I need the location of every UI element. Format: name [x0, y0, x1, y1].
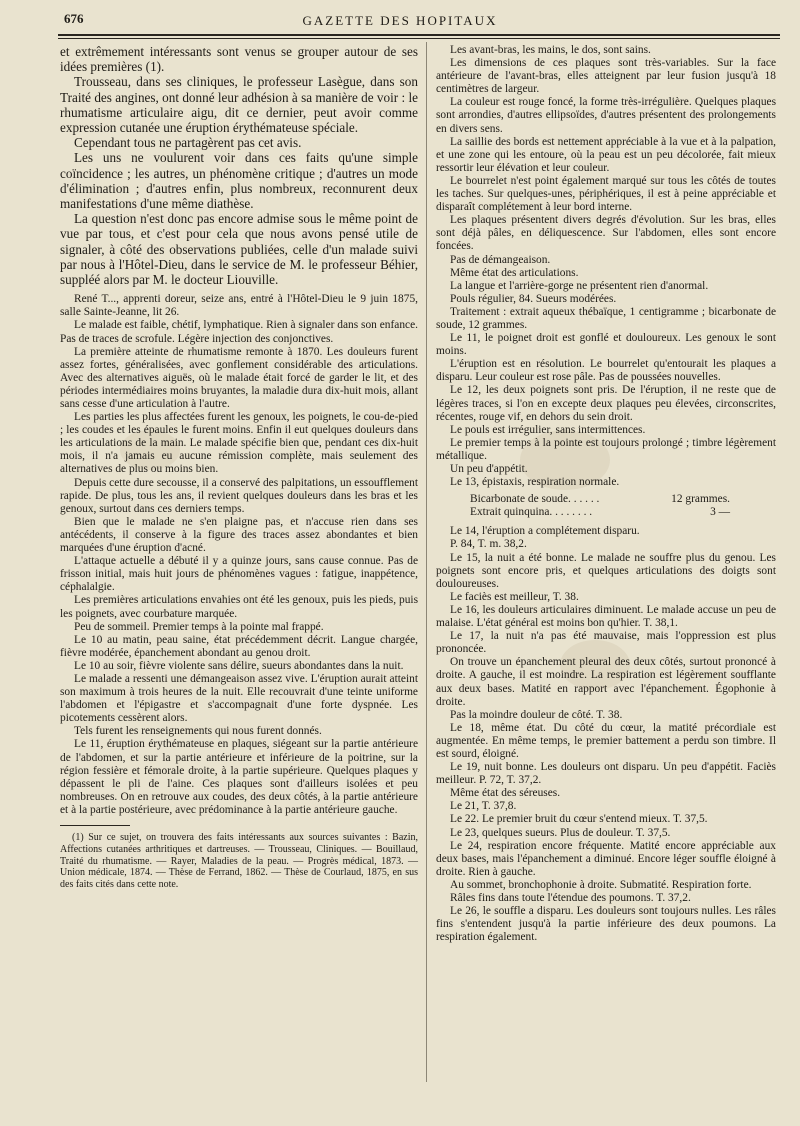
page-number: 676 [64, 11, 84, 26]
paragraph: Le 22. Le premier bruit du cœur s'entend mieux. T. 37,5. [450, 813, 708, 826]
paragraph: Les dimensions de ces plaques sont très-variables. Sur la face antérieure de l'avant-bras, elles atteignent par leur fusion jusqu'à 18 centimètres de largeur. [436, 57, 776, 96]
prescription-dose: 3 — [710, 506, 730, 519]
paragraph: Les avant-bras, les mains, le dos, sont sains. [450, 44, 651, 56]
paragraph: Le 17, la nuit n'a pas été mauvaise, mais l'oppression est plus prononcée. [436, 630, 776, 656]
prescription-item: Extrait quinquina. . . . . . . . [470, 506, 593, 519]
footnote: (1) Sur ce sujet, on trouvera des faits intéressants aux sources suivantes : Bazin, Affections cutanées arthritiques et dartreuses. — Trousseau, Cliniques. — Bouillaud, Traité du rhumatisme. — Rayer, Maladies de la peau. — Progrès médical, 1873. — Union médicale, 1874. — Thèse de Ferrand, 1862. — Thèse de Courlaud, 1875, en sus des faits cités dans cette note. [60, 832, 418, 891]
paragraph: René T..., apprenti doreur, seize ans, entré à l'Hôtel-Dieu le 9 juin 1875, salle Sainte-Jeanne, lit 26. [60, 293, 418, 319]
paragraph: L'attaque actuelle a débuté il y a quinze jours, sans cause connue. Pas de frisson initial, mais huit jours de phénomènes vagues : fatigue, inappétence, céphalalgie. [60, 555, 418, 594]
footnote-rule [60, 825, 130, 826]
paragraph: La question n'est donc pas encore admise sous le même point de vue par tous, et c'est pour cela que nous avons pensé utile de signaler, à côté des observations publiées, celle d'un malade suivi par nous à l'Hôtel-Dieu, dans le service de M. le professeur Béhier, suppléé alors par M. le docteur Liouville. [60, 211, 418, 288]
paragraph: La couleur est rouge foncé, la forme très-irrégulière. Quelques plaques sont arrondies, d'autres ellipsoïdes, d'autres présentent des prolongements en divers sens. [436, 96, 776, 135]
paragraph: Le 12, les deux poignets sont pris. De l'éruption, il ne reste que de légères traces, si l'on en excepte deux plaques peu élevées, circonscrites, récentes, rouge vif, en dehors du sein droit. [436, 384, 776, 423]
paragraph: Les uns ne voulurent voir dans ces faits qu'une simple coïncidence ; les autres, un phénomène critique ; d'autres un mode d'élimination ; d'autres enfin, plus nombreux, reconnurent deux manifestations d'une même diathèse. [60, 150, 418, 212]
paragraph: Le malade est faible, chétif, lymphatique. Rien à signaler dans son enfance. Pas de traces de scrofule. Légère injection des conjonctives. [60, 319, 418, 345]
prescription-item: Bicarbonate de soude. . . . . . [470, 493, 600, 506]
paragraph: On trouve un épanchement pleural des deux côtés, surtout prononcé à droite. A gauche, il est moindre. La respiration est légèrement soufflante aux deux bases. Matité en rapport avec l'épanchement. Égophonie à droite. [436, 656, 776, 708]
paragraph: Le 15, la nuit a été bonne. Le malade ne souffre plus du genou. Les poignets sont encore pris, et quelques articulations des doigts sont douloureuses. [436, 551, 776, 590]
paragraph: La langue et l'arrière-gorge ne présentent rien d'anormal. [450, 279, 709, 292]
right-column [436, 44, 776, 944]
paragraph: La première atteinte de rhumatisme remonte à 1870. Les douleurs furent assez fortes, généralisées, avec gonflement considérable des articulations. Avec des alternatives aiguës, où le malade était forcé de garder le lit, et des périodes intermédiaires moins bruyantes, la maladie dura dix-huit mois, allant sans cesse d'une articulation à l'autre. [60, 345, 418, 410]
paragraph: La saillie des bords est nettement appréciable à la vue et à la palpation, et une zone qui les entoure, où la peau est un peu décolorée, fait mieux ressortir leur élévation et leur couleur. [436, 135, 776, 174]
column-divider [426, 42, 427, 1082]
running-title: GAZETTE DES HOPITAUX [302, 13, 498, 28]
prescription-line [436, 506, 776, 519]
paragraph: L'éruption est en résolution. Le bourrelet qu'entourait les plaques a disparu. Leur couleur est rose pâle. Pas de poussées nouvelles. [436, 358, 776, 384]
footnotes [60, 832, 418, 891]
paragraph: Le 11, le poignet droit est gonflé et douloureux. Les genoux le sont moins. [436, 332, 776, 358]
paragraph: Le 19, nuit bonne. Les douleurs ont disparu. Un peu d'appétit. Faciès meilleur. P. 72, T. 37,2. [436, 761, 776, 787]
paragraph: Au sommet, bronchophonie à droite. Submatité. Respiration forte. [450, 878, 752, 891]
paragraph: Le 18, même état. Du côté du cœur, la matité précordiale est augmentée. En même temps, le premier battement a perdu son timbre. Il est sourd, éloigné. [436, 721, 776, 760]
paragraph: Même état des séreuses. [450, 787, 561, 800]
paragraph: Le 16, les douleurs articulaires diminuent. Le malade accuse un peu de malaise. L'état général est moins bon qu'hier. T. 38,1. [436, 603, 776, 630]
paragraph: Traitement : extrait aqueux thébaïque, 1 centigramme ; bicarbonate de soude, 12 grammes. [436, 305, 776, 331]
prescription-dose: 12 grammes. [671, 493, 730, 506]
paragraph: Pas la moindre douleur de côté. T. 38. [450, 708, 623, 721]
header-rule [58, 34, 780, 36]
paragraph: Le malade a ressenti une démangeaison assez vive. L'éruption aurait atteint son maximum à trois heures de la nuit. Elle recouvrait d'une teinte uniforme l'abdomen et l'épigastre et s'accompagnait d'une forte dyspnée. Les picotements cessèrent alors. [60, 672, 418, 725]
paragraph: Depuis cette dure secousse, il a conservé des palpitations, un essoufflement rapide. De plus, tous les ans, il revient quelques douleurs dans les bras et les genoux, surtout dans ces derniers temps. [60, 476, 418, 515]
paragraph: Bien que le malade ne s'en plaigne pas, et n'accuse rien dans ses antécédents, il conserve à la figure des traces assez abondantes et bien marquées d'une éruption d'acné. [60, 515, 418, 555]
paragraph: Un peu d'appétit. [450, 463, 528, 475]
paragraph: Le 14, l'éruption a complétement disparu. [450, 525, 640, 538]
paragraph: Trousseau, dans ses cliniques, le professeur Lasègue, dans son Traité des angines, ont donné leur adhésion à sa manière de voir : le rhumatisme articulaire aigu, dit ce dernier, peut avoir comme expression cutanée une éruption érythémateuse spéciale. [60, 74, 418, 136]
paragraph: Le faciès est meilleur, T. 38. [450, 590, 579, 603]
page-header [0, 4, 800, 34]
paragraph: Pas de démangeaison. [450, 253, 551, 266]
paragraph: Même état des articulations. [450, 266, 579, 279]
paragraph: Cependant tous ne partagèrent pas cet avis. [74, 135, 302, 151]
paragraph: Râles fins dans toute l'étendue des poumons. T. 37,2. [450, 892, 691, 904]
paragraph: Les plaques présentent divers degrés d'évolution. Sur les bras, elles sont déjà pâles, en déliquescence. Sur l'abdomen, elles sont encore foncées. [436, 214, 776, 253]
paragraph: Le 11, éruption érythémateuse en plaques, siégeant sur la partie antérieure de l'abdomen, et sur la partie antérieure et inférieure de la poitrine, sur la région fessière et fémorale droite, à la partie supérieure. Quelques plaques y dépassent le pli de l'aine. Ces plaques sont d'ailleurs isolées et peu nombreuses. On en retrouve aux coudes, des deux côtés, à la partie antérieure et à la partie postérieure, avec prédominance à la partie antérieure gauche. [60, 738, 418, 816]
paragraph: Pouls régulier, 84. Sueurs modérées. [450, 292, 617, 305]
paragraph: Les parties les plus affectées furent les genoux, les poignets, le cou-de-pied ; les coudes et les épaules le furent moins. Enfin il eut quelques douleurs dans les articulations de la main. Le malade spécifie bien que, pendant ces dix-huit mois, il n'a jamais eu aucune rémission complète, mais seulement des alternatives de plus ou moins bien. [60, 411, 418, 476]
left-column [60, 44, 418, 891]
paragraph: Le pouls est irrégulier, sans intermittences. [450, 423, 646, 436]
paragraph: Tels furent les renseignements qui nous furent donnés. [74, 725, 322, 738]
paragraph: et extrêmement intéressants sont venus se grouper autour de ses idées premières (1). [60, 44, 418, 75]
paragraph: Le 24, respiration encore fréquente. Matité encore appréciable aux deux bases, mais l'épanchement a diminué. Encore léger souffle éloigné à droite. Rien à gauche. [436, 839, 776, 878]
paragraph: Le bourrelet n'est point également marqué sur tous les côtés de toutes les taches. Sur quelques-unes, périphériques, il est à peine appréciable et disparaît complétement à leur bord interne. [436, 174, 776, 214]
paragraph: Les premières articulations envahies ont été les genoux, puis les pieds, puis les poignets, avec courbature marquée. [60, 594, 418, 620]
paragraph: Le 10 au matin, peau saine, état précédemment décrit. Langue chargée, fièvre modérée, épanchement abondant au genou droit. [60, 633, 418, 659]
header-rule [58, 38, 780, 39]
prescription-line [436, 493, 776, 506]
paragraph: Peu de sommeil. Premier temps à la pointe mal frappé. [74, 620, 324, 633]
paragraph: Le 13, épistaxis, respiration normale. [450, 476, 620, 489]
paragraph: Le premier temps à la pointe est toujours prolongé ; timbre légèrement métallique. [436, 436, 776, 462]
paragraph: Le 21, T. 37,8. [450, 800, 517, 813]
paragraph: Le 26, le souffle a disparu. Les douleurs sont toujours nulles. Les râles fins s'entendent jusqu'à la partie inférieure des deux poumons. La respiration également. [436, 905, 776, 944]
paragraph: Le 23, quelques sueurs. Plus de douleur. T. 37,5. [450, 826, 671, 839]
paragraph: P. 84, T. m. 38,2. [450, 538, 527, 551]
paragraph: Le 10 au soir, fièvre violente sans délire, sueurs abondantes dans la nuit. [74, 659, 404, 672]
